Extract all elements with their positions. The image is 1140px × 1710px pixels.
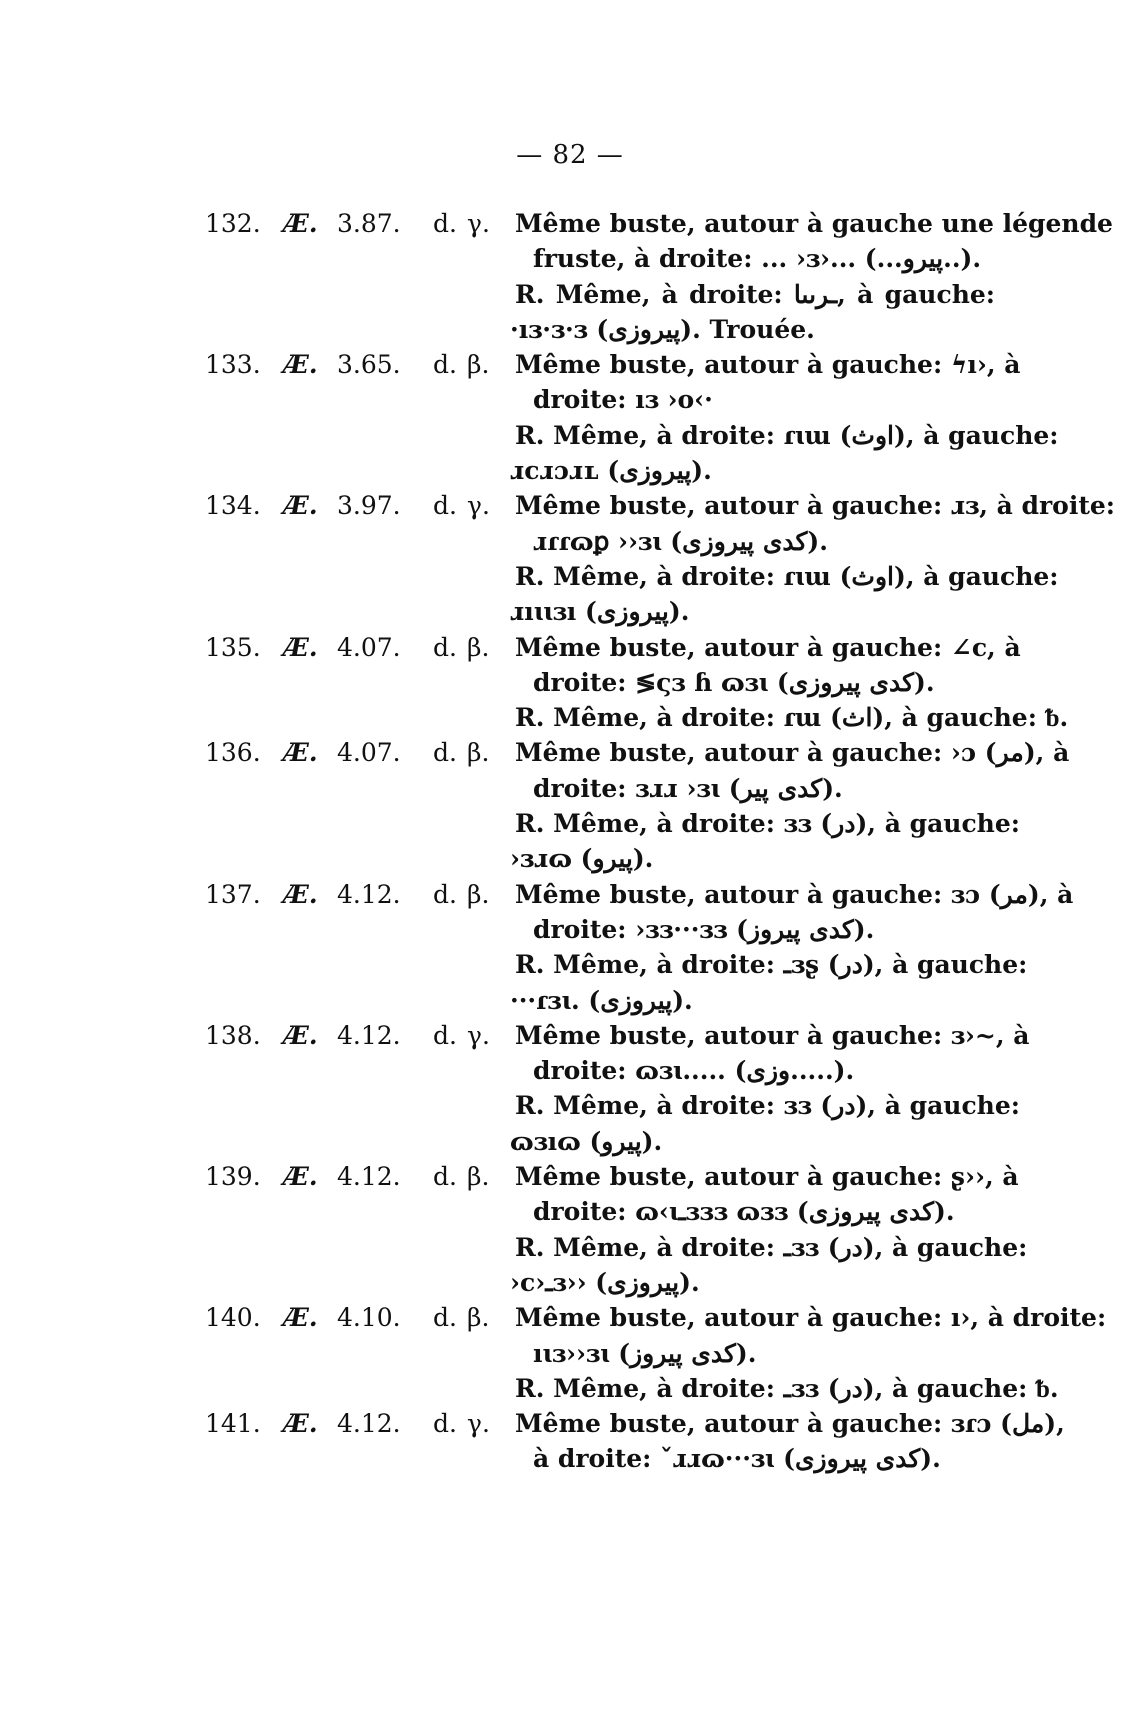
entry-line (205, 700, 1069, 735)
entry-number: 139. (205, 1162, 261, 1192)
reverse-description: R. Même, à droite: ـرىىا, à gauche: (515, 279, 996, 309)
obverse-description: ɷɜıɷ (پیرو). (510, 1126, 663, 1156)
obverse-description: Même buste, autour à gauche: ∠c, à (515, 632, 1021, 662)
obverse-description: Même buste, autour à gauche: ϟı›, à (515, 350, 1021, 380)
entry-line (205, 1124, 995, 1159)
direction-mark: d. (433, 491, 457, 521)
obverse-description: à droite: ˇɹɹɷ···ɜɩ (کدی پیروزی). (533, 1444, 941, 1474)
entry-line (205, 1336, 995, 1371)
entry-number: 136. (205, 738, 261, 768)
entry-line (205, 1265, 995, 1300)
entry-line (205, 665, 995, 700)
entry-line (205, 312, 995, 347)
catalogue-entry (205, 206, 1113, 347)
direction-mark: d. (433, 1020, 457, 1050)
entry-number: 133. (205, 350, 261, 380)
entry-line (205, 841, 995, 876)
obverse-description: ɹcɹɔɹʟ (پیروزی). (510, 456, 712, 486)
entry-line (205, 1194, 995, 1229)
obverse-description: ɹıɩɩɜı (پیروزی). (510, 597, 690, 627)
entry-line (205, 418, 1059, 453)
obverse-description: droite: ıɜ ›o‹· (533, 385, 713, 415)
obverse-description: Même buste, autour à gauche une légende (515, 209, 1113, 238)
coin-weight: 4.12. (337, 1162, 401, 1192)
catalogue-entry (205, 1159, 1028, 1300)
coin-weight: 4.12. (337, 879, 401, 909)
obverse-description: Même buste, autour à gauche: ʂ››, à (515, 1162, 1019, 1192)
entry-line (205, 983, 995, 1018)
entry-line (205, 1406, 1065, 1441)
direction-mark: d. (433, 879, 457, 909)
direction-mark: d. (433, 1409, 457, 1439)
catalogue-entry (205, 877, 1074, 1018)
reverse-description: R. Même, à droite: ـɜɜ (در), à gauche: (515, 1232, 1028, 1262)
entry-line (205, 277, 995, 312)
catalogue-entry (205, 1018, 1030, 1159)
coin-weight: 4.12. (337, 1409, 401, 1439)
metal-abbrev: Æ. (283, 1162, 318, 1192)
entry-line (205, 912, 995, 947)
obverse-description: Même buste, autour à gauche: ›ɔ (مر), à (515, 738, 1070, 768)
entry-number: 132. (205, 209, 261, 238)
metal-abbrev: Æ. (283, 350, 318, 380)
coin-weight: 3.87. (337, 209, 401, 238)
catalogue-entry (205, 735, 1070, 876)
direction-mark: d. (433, 632, 457, 662)
entry-line (205, 206, 1113, 241)
variant-letter: β. (467, 1162, 490, 1192)
direction-mark: d. (433, 738, 457, 768)
entry-line (205, 594, 995, 629)
variant-letter: γ. (467, 1020, 490, 1050)
entry-line (205, 1230, 1028, 1265)
obverse-description: Même buste, autour à gauche: ɹɜ, à droite: (515, 491, 1116, 521)
variant-letter: β. (467, 632, 490, 662)
coin-weight: 3.65. (337, 350, 401, 380)
catalogue-entry (205, 1300, 1107, 1406)
entry-line (205, 1300, 1107, 1335)
entry-number: 137. (205, 879, 261, 909)
entry-line (205, 947, 1028, 982)
variant-letter: γ. (467, 1409, 490, 1439)
entry-line (205, 347, 1021, 382)
reverse-description: R. Même, à droite: ɾɩɯ (اوث), à gauche: (515, 420, 1059, 450)
obverse-description: ·ıɜ·ɜ·ɜ (پیروزی). Trouée. (510, 314, 815, 344)
entry-number: 140. (205, 1303, 261, 1333)
obverse-description: ɹɾɾɷꝑ ››ɜɩ (کدی پیروزی). (533, 526, 828, 556)
coin-weight: 3.97. (337, 491, 401, 521)
obverse-description: droite: ›ɜɜ···ɜɜ (کدی پیروز). (533, 914, 875, 944)
direction-mark: d. (433, 209, 457, 238)
variant-letter: β. (467, 879, 490, 909)
metal-abbrev: Æ. (283, 738, 318, 768)
variant-letter: γ. (467, 209, 490, 238)
catalogue-entry (205, 347, 1059, 488)
obverse-description: ›ɜɹɷ (پیرو). (510, 844, 654, 874)
entry-line (205, 1159, 1019, 1194)
obverse-description: droite: ɷɜɩ..... (وزی.....). (533, 1056, 855, 1086)
entry-line (205, 1371, 1059, 1406)
entry-line (205, 630, 1021, 665)
entry-number: 138. (205, 1020, 261, 1050)
entry-number: 135. (205, 632, 261, 662)
entry-line (205, 1441, 995, 1476)
reverse-description: R. Même, à droite: ـɜɜ (در), à gauche: ᵬ. (515, 1373, 1059, 1403)
variant-letter: β. (467, 738, 490, 768)
obverse-description: ıɩɜ››ɜɩ (کدی پیروز). (533, 1338, 757, 1368)
entry-line (205, 771, 995, 806)
obverse-description: ···ɾɜɩ. (پیروزی). (510, 985, 693, 1015)
metal-abbrev: Æ. (283, 879, 318, 909)
obverse-description: Même buste, autour à gauche: ɜɾɔ (مل), (515, 1409, 1065, 1439)
entry-line (205, 877, 1074, 912)
metal-abbrev: Æ. (283, 209, 318, 238)
obverse-description: fruste, à droite: ... ›ɜ›... (...پیرو..). (533, 244, 982, 274)
entry-number: 134. (205, 491, 261, 521)
variant-letter: β. (467, 350, 490, 380)
metal-abbrev: Æ. (283, 1303, 318, 1333)
entry-line (205, 735, 1070, 770)
coin-weight: 4.07. (337, 632, 401, 662)
entry-line (205, 1053, 995, 1088)
obverse-description: ›c›ـɜ›› (پیروزی). (510, 1267, 700, 1297)
reverse-description: R. Même, à droite: ـɜʂ (در), à gauche: (515, 950, 1028, 980)
variant-letter: β. (467, 1303, 490, 1333)
obverse-description: Même buste, autour à gauche: ı›, à droite: (515, 1303, 1107, 1333)
metal-abbrev: Æ. (283, 491, 318, 521)
obverse-description: Même buste, autour à gauche: ɜɔ (مر), à (515, 879, 1074, 909)
variant-letter: γ. (467, 491, 490, 521)
entry-number: 141. (205, 1409, 261, 1439)
reverse-description: R. Même, à droite: ɾɩɯ (اوث), à gauche: (515, 561, 1059, 591)
metal-abbrev: Æ. (283, 1020, 318, 1050)
reverse-description: R. Même, à droite: ɜɜ (در), à gauche: (515, 1091, 1020, 1121)
coin-weight: 4.07. (337, 738, 401, 768)
metal-abbrev: Æ. (283, 1409, 318, 1439)
obverse-description: droite: ≶ςɜ ɦ ɷɜɩ (کدی پیروزی). (533, 667, 935, 697)
catalogue-entry (205, 1406, 1065, 1477)
entry-line (205, 453, 995, 488)
entry-line (205, 559, 1059, 594)
entry-line (205, 806, 1020, 841)
coin-weight: 4.12. (337, 1020, 401, 1050)
entry-line (205, 524, 995, 559)
obverse-description: droite: ɷ‹ɩـɜɜɜ ɷɜɜ (کدی پیروزی). (533, 1197, 955, 1227)
entry-line (205, 382, 995, 417)
reverse-description: R. Même, à droite: ɜɜ (در), à gauche: (515, 809, 1020, 839)
obverse-description: droite: ɜɹɹ ›ɜɩ (کدی پیر). (533, 773, 843, 803)
direction-mark: d. (433, 1162, 457, 1192)
entry-line (205, 1088, 1020, 1123)
direction-mark: d. (433, 350, 457, 380)
catalogue-entry (205, 488, 1116, 629)
obverse-description: Même buste, autour à gauche: ɜ›~, à (515, 1020, 1030, 1050)
metal-abbrev: Æ. (283, 632, 318, 662)
direction-mark: d. (433, 1303, 457, 1333)
entry-line (205, 1018, 1030, 1053)
catalogue-entry (205, 630, 1069, 736)
entry-line (205, 241, 995, 276)
coin-weight: 4.10. (337, 1303, 401, 1333)
coin-catalogue (205, 206, 1116, 1477)
reverse-description: R. Même, à droite: ɾɯ (اث), à gauche: ᵬ. (515, 703, 1069, 733)
page-number: — 82 — (516, 140, 624, 170)
entry-line (205, 488, 1116, 523)
